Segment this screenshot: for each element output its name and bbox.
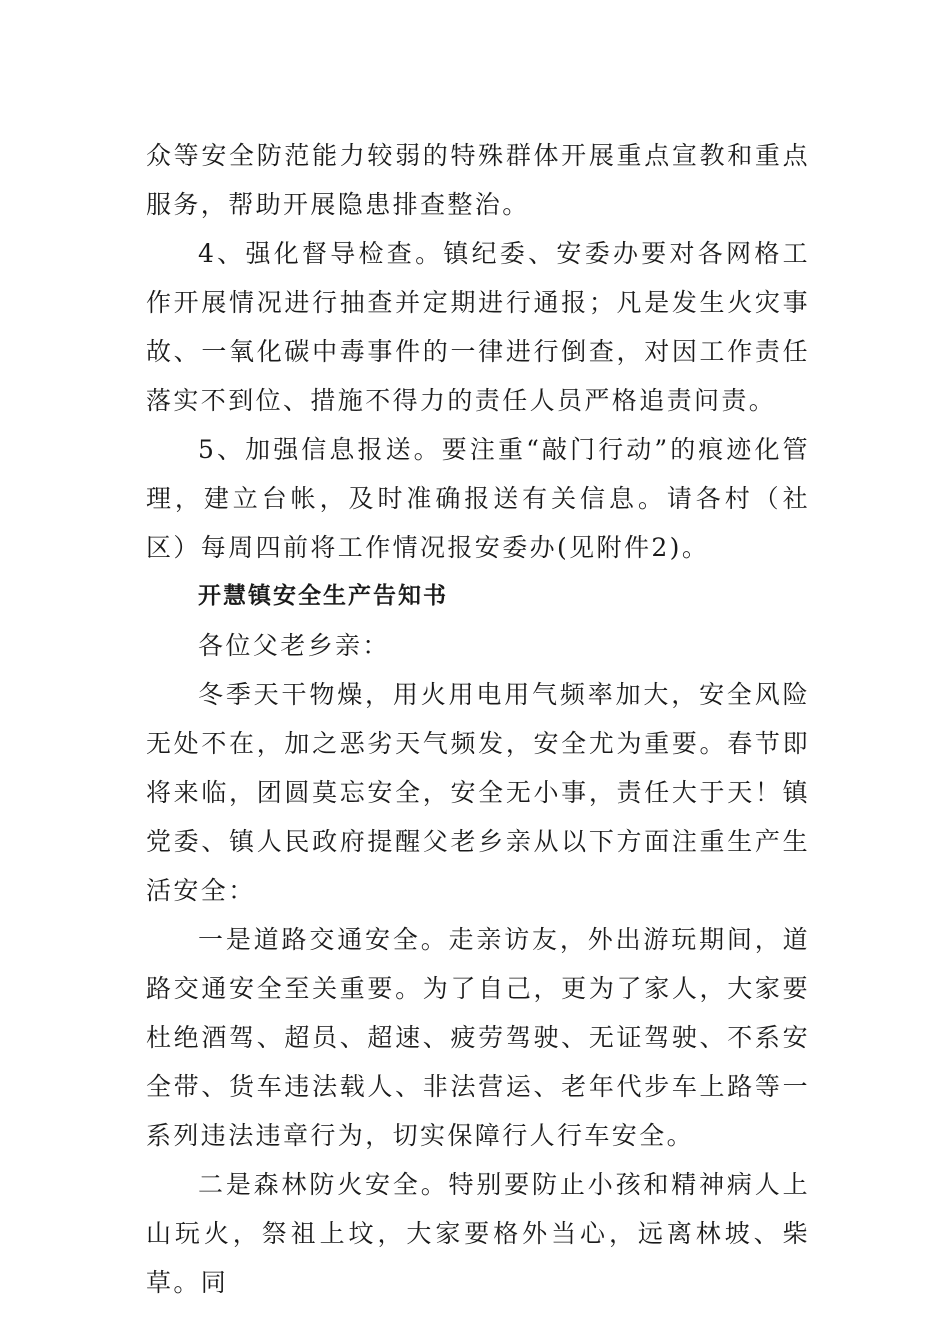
paragraph-intro: 冬季天干物燥，用火用电用气频率加大，安全风险无处不在，加之恶劣天气频发，安全尤为重要。春节即将来临，团圆莫忘安全，安全无小事，责任大于天！镇党委、镇人民政府提醒父老乡亲从以下方面注重生产生活安全： bbox=[146, 680, 810, 905]
document-body bbox=[146, 131, 810, 1307]
paragraph-road-safety: 一是道路交通安全。走亲访友，外出游玩期间，道路交通安全至关重要。为了自己，更为了家人，大家要杜绝酒驾、超员、超速、疲劳驾驶、无证驾驶、不系安全带、货车违法载人、非法营运、老年代步车上路等一系列违法违章行为，切实保障行人行车安全。 bbox=[146, 925, 810, 1150]
paragraph-continued: 众等安全防范能力较弱的特殊群体开展重点宣教和重点服务，帮助开展隐患排查整治。 bbox=[146, 141, 810, 219]
paragraph-item-5: 5、加强信息报送。要注重“敲门行动”的痕迹化管理，建立台帐，及时准确报送有关信息。请各村（社区）每周四前将工作情况报安委办(见附件2)。 bbox=[146, 435, 810, 562]
salutation: 各位父老乡亲： bbox=[198, 631, 390, 660]
notice-title: 开慧镇安全生产告知书 bbox=[198, 583, 448, 609]
paragraph-forest-fire-safety: 二是森林防火安全。特别要防止小孩和精神病人上山玩火，祭祖上坟，大家要格外当心，远离林坡、柴草。同 bbox=[146, 1170, 810, 1297]
paragraph-item-4: 4、强化督导检查。镇纪委、安委办要对各网格工作开展情况进行抽查并定期进行通报；凡是发生火灾事故、一氧化碳中毒事件的一律进行倒查，对因工作责任落实不到位、措施不得力的责任人员严格追责问责。 bbox=[146, 239, 810, 415]
